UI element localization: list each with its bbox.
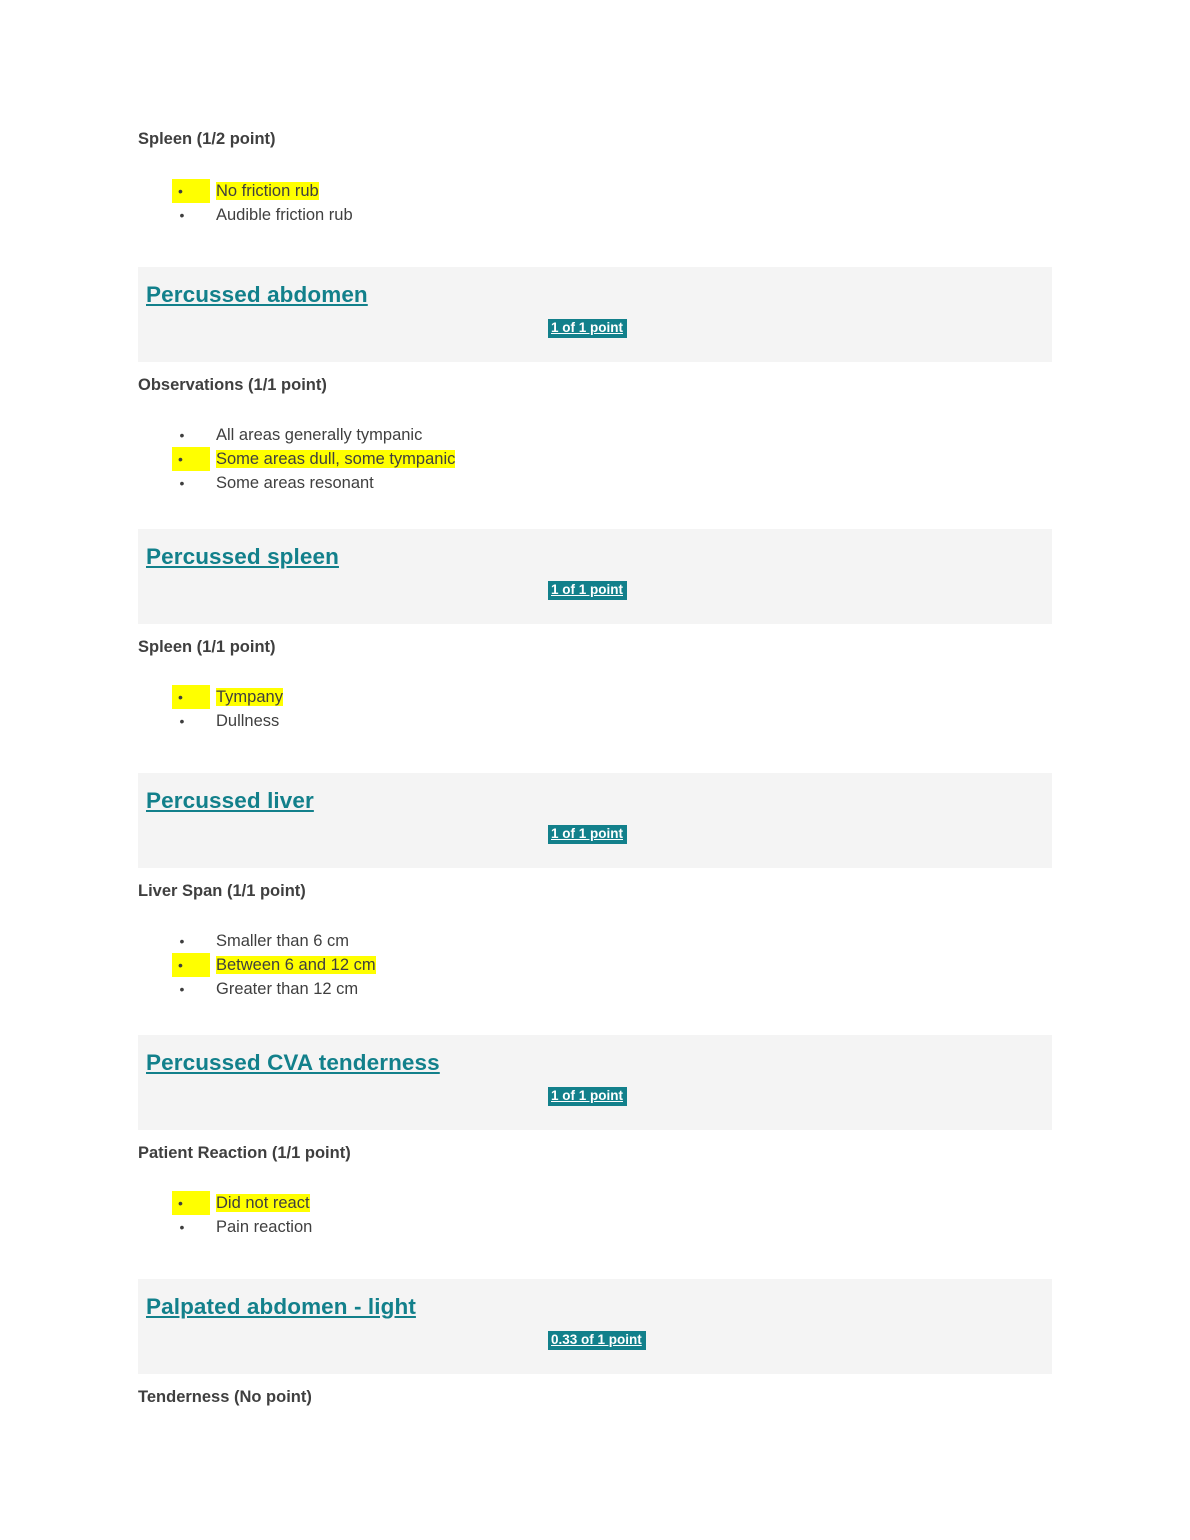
bullet-icon: • <box>179 427 185 443</box>
list-item[interactable] <box>138 179 1052 203</box>
section-title[interactable]: Percussed liver <box>146 788 314 813</box>
option-label: Pain reaction <box>216 1218 313 1236</box>
option-list <box>138 685 1052 733</box>
section-percussed-spleen <box>138 529 1052 733</box>
bullet-icon: • <box>179 475 185 491</box>
section-header <box>138 1035 1052 1130</box>
section-header <box>138 267 1052 362</box>
list-item[interactable] <box>138 929 1052 953</box>
section-points-badge: 1 of 1 point <box>548 1087 627 1106</box>
list-item[interactable] <box>138 447 1052 471</box>
bullet-icon: • <box>172 447 210 471</box>
option-label: No friction rub <box>216 182 319 200</box>
section-title[interactable]: Palpated abdomen - light <box>146 1294 416 1319</box>
option-label: Did not react <box>216 1194 310 1212</box>
option-label: Between 6 and 12 cm <box>216 956 376 974</box>
bullet-icon: • <box>179 981 185 997</box>
section-palpated-abdomen-light <box>138 1279 1052 1407</box>
list-item[interactable] <box>138 685 1052 709</box>
option-list <box>138 929 1052 1001</box>
section-percussed-cva-tenderness <box>138 1035 1052 1239</box>
subheading: Spleen (1/1 point) <box>138 638 276 656</box>
bullet-icon: • <box>179 207 185 223</box>
bullet-icon: • <box>172 685 210 709</box>
section-points-badge: 1 of 1 point <box>548 825 627 844</box>
list-item[interactable] <box>138 1191 1052 1215</box>
list-item[interactable] <box>138 423 1052 447</box>
bullet-icon: • <box>172 1191 210 1215</box>
list-item[interactable] <box>138 953 1052 977</box>
section-title[interactable]: Percussed CVA tenderness <box>146 1050 440 1075</box>
bullet-icon: • <box>179 713 185 729</box>
section-title[interactable]: Percussed abdomen <box>146 282 368 307</box>
option-label: Smaller than 6 cm <box>216 932 349 950</box>
option-list <box>138 423 1052 495</box>
option-label: Some areas resonant <box>216 474 374 492</box>
option-label: Audible friction rub <box>216 206 353 224</box>
section-header <box>138 773 1052 868</box>
option-list <box>138 179 1052 227</box>
subheading: Spleen (1/2 point) <box>138 130 276 148</box>
list-item[interactable] <box>138 1215 1052 1239</box>
option-list <box>138 1191 1052 1239</box>
option-label: Dullness <box>216 712 280 730</box>
section-header <box>138 1279 1052 1374</box>
bullet-icon: • <box>179 933 185 949</box>
subheading: Patient Reaction (1/1 point) <box>138 1144 351 1162</box>
option-label: Greater than 12 cm <box>216 980 359 998</box>
subheading: Observations (1/1 point) <box>138 376 327 394</box>
document-content <box>138 130 1052 1407</box>
section-header <box>138 529 1052 624</box>
list-item[interactable] <box>138 709 1052 733</box>
subheading: Liver Span (1/1 point) <box>138 882 306 900</box>
list-item[interactable] <box>138 471 1052 495</box>
subheading: Tenderness (No point) <box>138 1388 312 1406</box>
intro-block <box>138 130 1052 227</box>
section-points-badge: 1 of 1 point <box>548 581 627 600</box>
bullet-icon: • <box>172 953 210 977</box>
option-label: Tympany <box>216 688 283 706</box>
list-item[interactable] <box>138 203 1052 227</box>
bullet-icon: • <box>179 1219 185 1235</box>
section-points-badge: 0.33 of 1 point <box>548 1331 646 1350</box>
list-item[interactable] <box>138 977 1052 1001</box>
section-title[interactable]: Percussed spleen <box>146 544 339 569</box>
section-percussed-liver <box>138 773 1052 1001</box>
section-points-badge: 1 of 1 point <box>548 319 627 338</box>
section-percussed-abdomen <box>138 267 1052 495</box>
option-label: All areas generally tympanic <box>216 426 423 444</box>
option-label: Some areas dull, some tympanic <box>216 450 456 468</box>
bullet-icon: • <box>172 179 210 203</box>
